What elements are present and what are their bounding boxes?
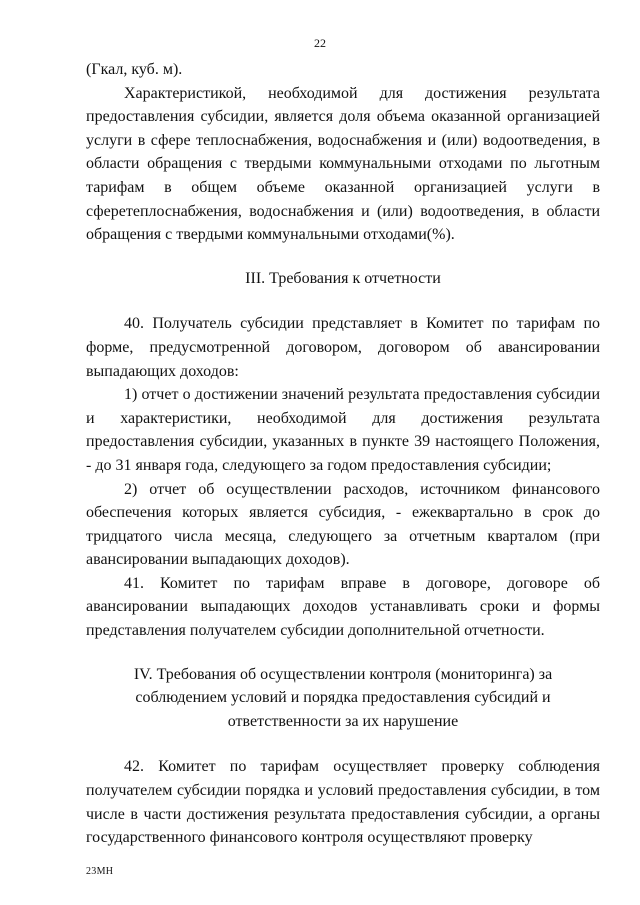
paragraph-42: 42. Комитет по тарифам осуществляет проверку соблюдения получателем субсидии порядка и условий предоставления субсидии, в том числе в части достижения результата предоставления субсидии, а органы государственного финансового контроля осуществляют проверку [86, 758, 600, 847]
paragraph-40: 40. Получатель субсидии представляет в Комитет по тарифам по форме, предусмотренной договором, договором об авансировании выпадающих доходов: [86, 315, 600, 380]
paragraph-characteristic: Характеристикой, необходимой для достижения результата предоставления субсидии, является доля объема оказанной организацией услуги в сфере теплоснабжения, водоснабжения и (или) водоотведения, в области обращения с твердыми коммунальными отходами по льготным тарифам в общем объеме оказанной организацией услуги в сферетеплоснабжения, водоснабжения и (или) водоотведения, в области обращения с твердыми коммунальными отходами(%). [86, 84, 600, 244]
section-4-heading-line-2: соблюдением условий и порядка предоставления субсидий и [135, 689, 551, 707]
section-4-heading-line-3: ответственности за их нарушение [227, 712, 459, 730]
paragraph-40-item-1: 1) отчет о достижении значений результата предоставления субсидии и характеристики, необходимой для достижения результата предоставления субсидии, указанных в пункте 39 настоящего Положения, - до 31 января года, следующего за годом предоставления субсидии; [86, 386, 600, 474]
document-body [86, 58, 600, 850]
page-number: 22 [314, 36, 326, 50]
document-code: 23МН [86, 866, 114, 877]
paragraph-41: 41. Комитет по тарифам вправе в договоре, договоре об авансировании выпадающих доходов устанавливать сроки и формы представления получателем субсидии дополнительной отчетности. [86, 574, 600, 640]
paragraph-40-item-2: 2) отчет об осуществлении расходов, источником финансового обеспечения которых является субсидия, - ежеквартально в срок до тридцатого числа месяца, следующего за отчетным кварталом (при авансировании выпадающих доходов). [86, 480, 600, 569]
section-4-heading-line-1: IV. Требования об осуществлении контроля (мониторинга) за [133, 665, 553, 683]
paragraph-continuation: (Гкал, куб. м). [86, 61, 183, 78]
section-3-heading: III. Требования к отчетности [245, 269, 441, 287]
section-4-heading [86, 663, 600, 734]
